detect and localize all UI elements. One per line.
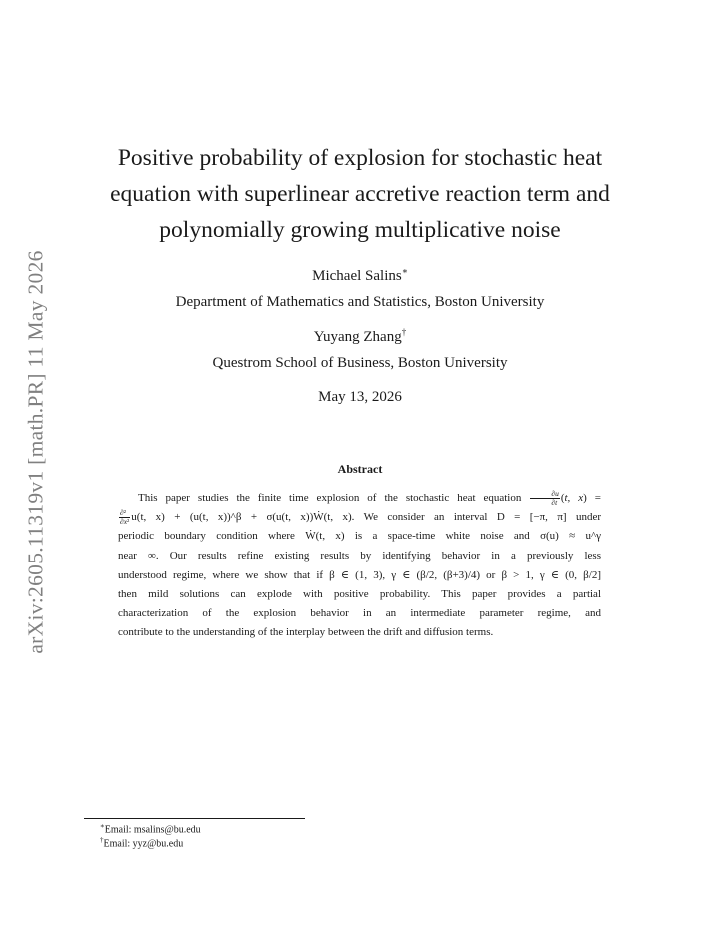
abstract-line: understood regime, where we show that if β ∈ (1, 3), γ ∈ (β/2, (β+3)/4) or β > 1, γ ∈ (0, β/2] — [118, 568, 601, 581]
footnote-mark: † — [100, 836, 104, 844]
arxiv-identifier: arXiv:2605.11319v1 [math.PR] 11 May 2026 — [23, 250, 48, 654]
footnote-2 — [100, 836, 183, 849]
author-name: Michael Salins — [312, 268, 402, 284]
title-line: equation with superlinear accretive reaction term and — [110, 181, 610, 207]
abstract-line: characterization of the explosion behavior in an intermediate parameter regime, and — [118, 607, 601, 620]
title-line: Positive probability of explosion for stochastic heat — [117, 145, 603, 171]
abstract-body — [118, 489, 601, 643]
author-1-affiliation: Department of Mathematics and Statistics, Boston University — [175, 294, 545, 310]
footnote-1 — [100, 822, 201, 835]
abstract-line: then mild solutions can explode with positive probability. This paper provides a partial — [118, 587, 601, 600]
paper-title — [80, 140, 640, 248]
footnote-rule — [84, 818, 305, 819]
footnote-mark: ∗ — [100, 822, 105, 830]
author-1 — [80, 266, 640, 285]
paper-date: May 13, 2026 — [318, 389, 402, 405]
author-2 — [80, 327, 640, 346]
author-footnote-mark: † — [401, 327, 407, 337]
title-line: polynomially growing multiplicative noise — [159, 217, 561, 243]
abstract-line: $\frac{\text{∂²}}{\text{∂x²}}$ u(t, x) + (u(t, x))^β + σ(u(t, x))Ẇ(t, x). We consider an interval D = [−π, π] under — [120, 508, 601, 527]
abstract-heading: Abstract — [337, 462, 383, 476]
author-footnote-mark: ∗ — [401, 266, 408, 276]
abstract-line: This paper studies the finite time explosion of the stochastic heat equation $\frac{\partial u}{\partial t}$ (t, x) = — [138, 488, 602, 507]
footnote-email: Email: yyz@bu.edu — [103, 838, 184, 850]
footnote-email: Email: msalins@bu.edu — [104, 824, 201, 836]
author-2-affiliation: Questrom School of Business, Boston University — [212, 355, 508, 371]
arxiv-stamp — [16, 242, 56, 662]
abstract-line: periodic boundary condition where Ẇ(t, x) is a space-time white noise and σ(u) ≈ u^γ — [118, 530, 601, 543]
abstract-line: contribute to the understanding of the interplay between the drift and diffusion terms. — [118, 626, 494, 639]
abstract-line: near ∞. Our results refine existing results by identifying behavior in a previously less — [118, 549, 601, 562]
author-name: Yuyang Zhang — [313, 329, 402, 345]
